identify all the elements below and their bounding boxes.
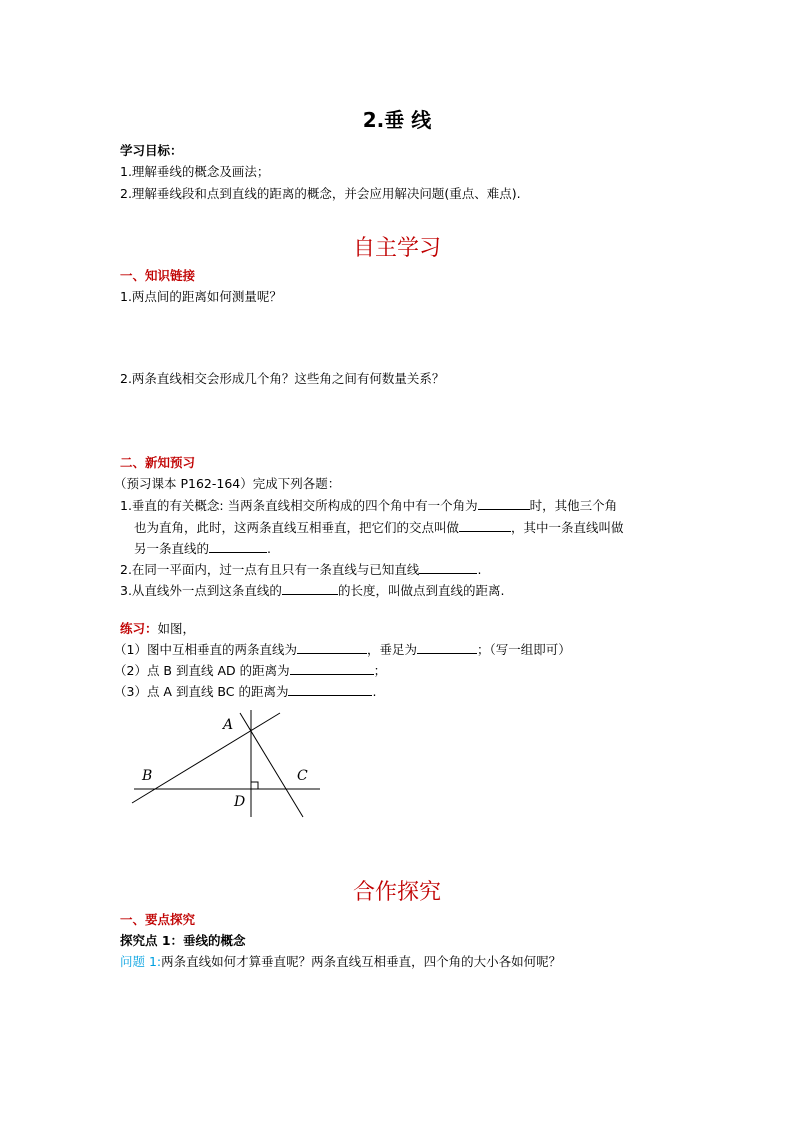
preview-item-3 — [120, 581, 504, 599]
preview-intro: （预习课本 P162-164）完成下列各题： — [114, 476, 341, 491]
part-heading-knowledge-link: 一、知识链接 — [120, 268, 196, 283]
practice-q1-text-c: ；（写一组即可） — [476, 642, 571, 657]
label-a: A — [223, 717, 234, 733]
preview-item-1-text-f: . — [267, 541, 271, 556]
line-ac — [240, 713, 303, 817]
preview-item-1-text-a: 1.垂直的有关概念: 当两条直线相交所构成的四个角中有一个角为 — [120, 498, 478, 513]
question-1-line — [120, 952, 561, 970]
question-label: 问题 1: — [120, 954, 162, 969]
answer-blank[interactable] — [297, 641, 367, 654]
part-heading-key-points: 一、要点探究 — [120, 912, 196, 927]
answer-blank[interactable] — [459, 519, 511, 532]
label-d: D — [234, 794, 246, 810]
answer-blank[interactable] — [209, 540, 267, 553]
preview-item-1-text-b: 时，其他三个角 — [529, 498, 618, 513]
preview-item-3-text-a: 3.从直线外一点到这条直线的 — [120, 583, 282, 598]
answer-blank[interactable] — [290, 662, 374, 675]
practice-intro-line — [120, 619, 195, 637]
preview-item-1-text-d: ，其中一条直线叫做 — [511, 520, 624, 535]
practice-intro: 如图， — [157, 621, 196, 636]
preview-item-3-text-b: 的长度，叫做点到直线的距离. — [337, 583, 505, 598]
label-c: C — [297, 768, 308, 784]
section-title-self-study: 自主学习 — [352, 236, 441, 261]
practice-q1-text-a: （1）图中互相垂直的两条直线为 — [114, 642, 297, 657]
part-heading-preview: 二、新知预习 — [120, 455, 196, 470]
practice-q1-text-b: ，垂足为 — [366, 642, 417, 657]
section-title-cooperative: 合作探究 — [352, 880, 441, 905]
preview-item-1-line-3 — [134, 539, 271, 557]
practice-q3 — [114, 682, 376, 700]
practice-q1 — [114, 640, 571, 658]
practice-q3-text-a: （3）点 A 到直线 BC 的距离为 — [114, 684, 289, 699]
objective-item-2: 2.理解垂线段和点到直线的距离的概念，并会应用解决问题(重点、难点). — [120, 186, 521, 201]
preview-item-2-text-b: . — [477, 562, 482, 577]
practice-label: 练习： — [120, 621, 158, 636]
answer-blank[interactable] — [478, 497, 530, 510]
geometry-figure — [120, 705, 330, 823]
preview-item-2-text-a: 2.在同一平面内，过一点有且只有一条直线与已知直线 — [120, 562, 420, 577]
answer-blank[interactable] — [288, 683, 372, 696]
question-1: 1.两点间的距离如何测量呢？ — [120, 289, 282, 304]
preview-item-2 — [120, 560, 481, 578]
practice-q2 — [114, 661, 386, 679]
exploration-point-1: 探究点 1：垂线的概念 — [120, 933, 246, 948]
question-text: 两条直线如何才算垂直呢？两条直线互相垂直，四个角的大小各如何呢？ — [161, 954, 562, 969]
label-b: B — [142, 768, 153, 784]
practice-q2-text-b: ； — [373, 663, 387, 678]
answer-blank[interactable] — [282, 582, 338, 595]
preview-item-1-text-c: 也为直角，此时，这两条直线互相垂直，把它们的交点叫做 — [134, 520, 460, 535]
preview-item-1-text-e: 另一条直线的 — [134, 541, 210, 556]
right-angle-mark — [251, 782, 258, 789]
answer-blank[interactable] — [417, 641, 477, 654]
objectives-heading: 学习目标： — [120, 143, 183, 158]
preview-item-1-line-2 — [134, 518, 624, 536]
question-2: 2.两条直线相交会形成几个角？这些角之间有何数量关系？ — [120, 371, 445, 386]
page-title: 2.垂 线 — [362, 108, 432, 132]
practice-q2-text-a: （2）点 B 到直线 AD 的距离为 — [114, 663, 290, 678]
answer-blank[interactable] — [419, 561, 477, 574]
preview-item-1-line-1 — [120, 496, 617, 514]
practice-q3-text-b: . — [372, 684, 377, 699]
objective-item-1: 1.理解垂线的概念及画法； — [120, 164, 270, 179]
